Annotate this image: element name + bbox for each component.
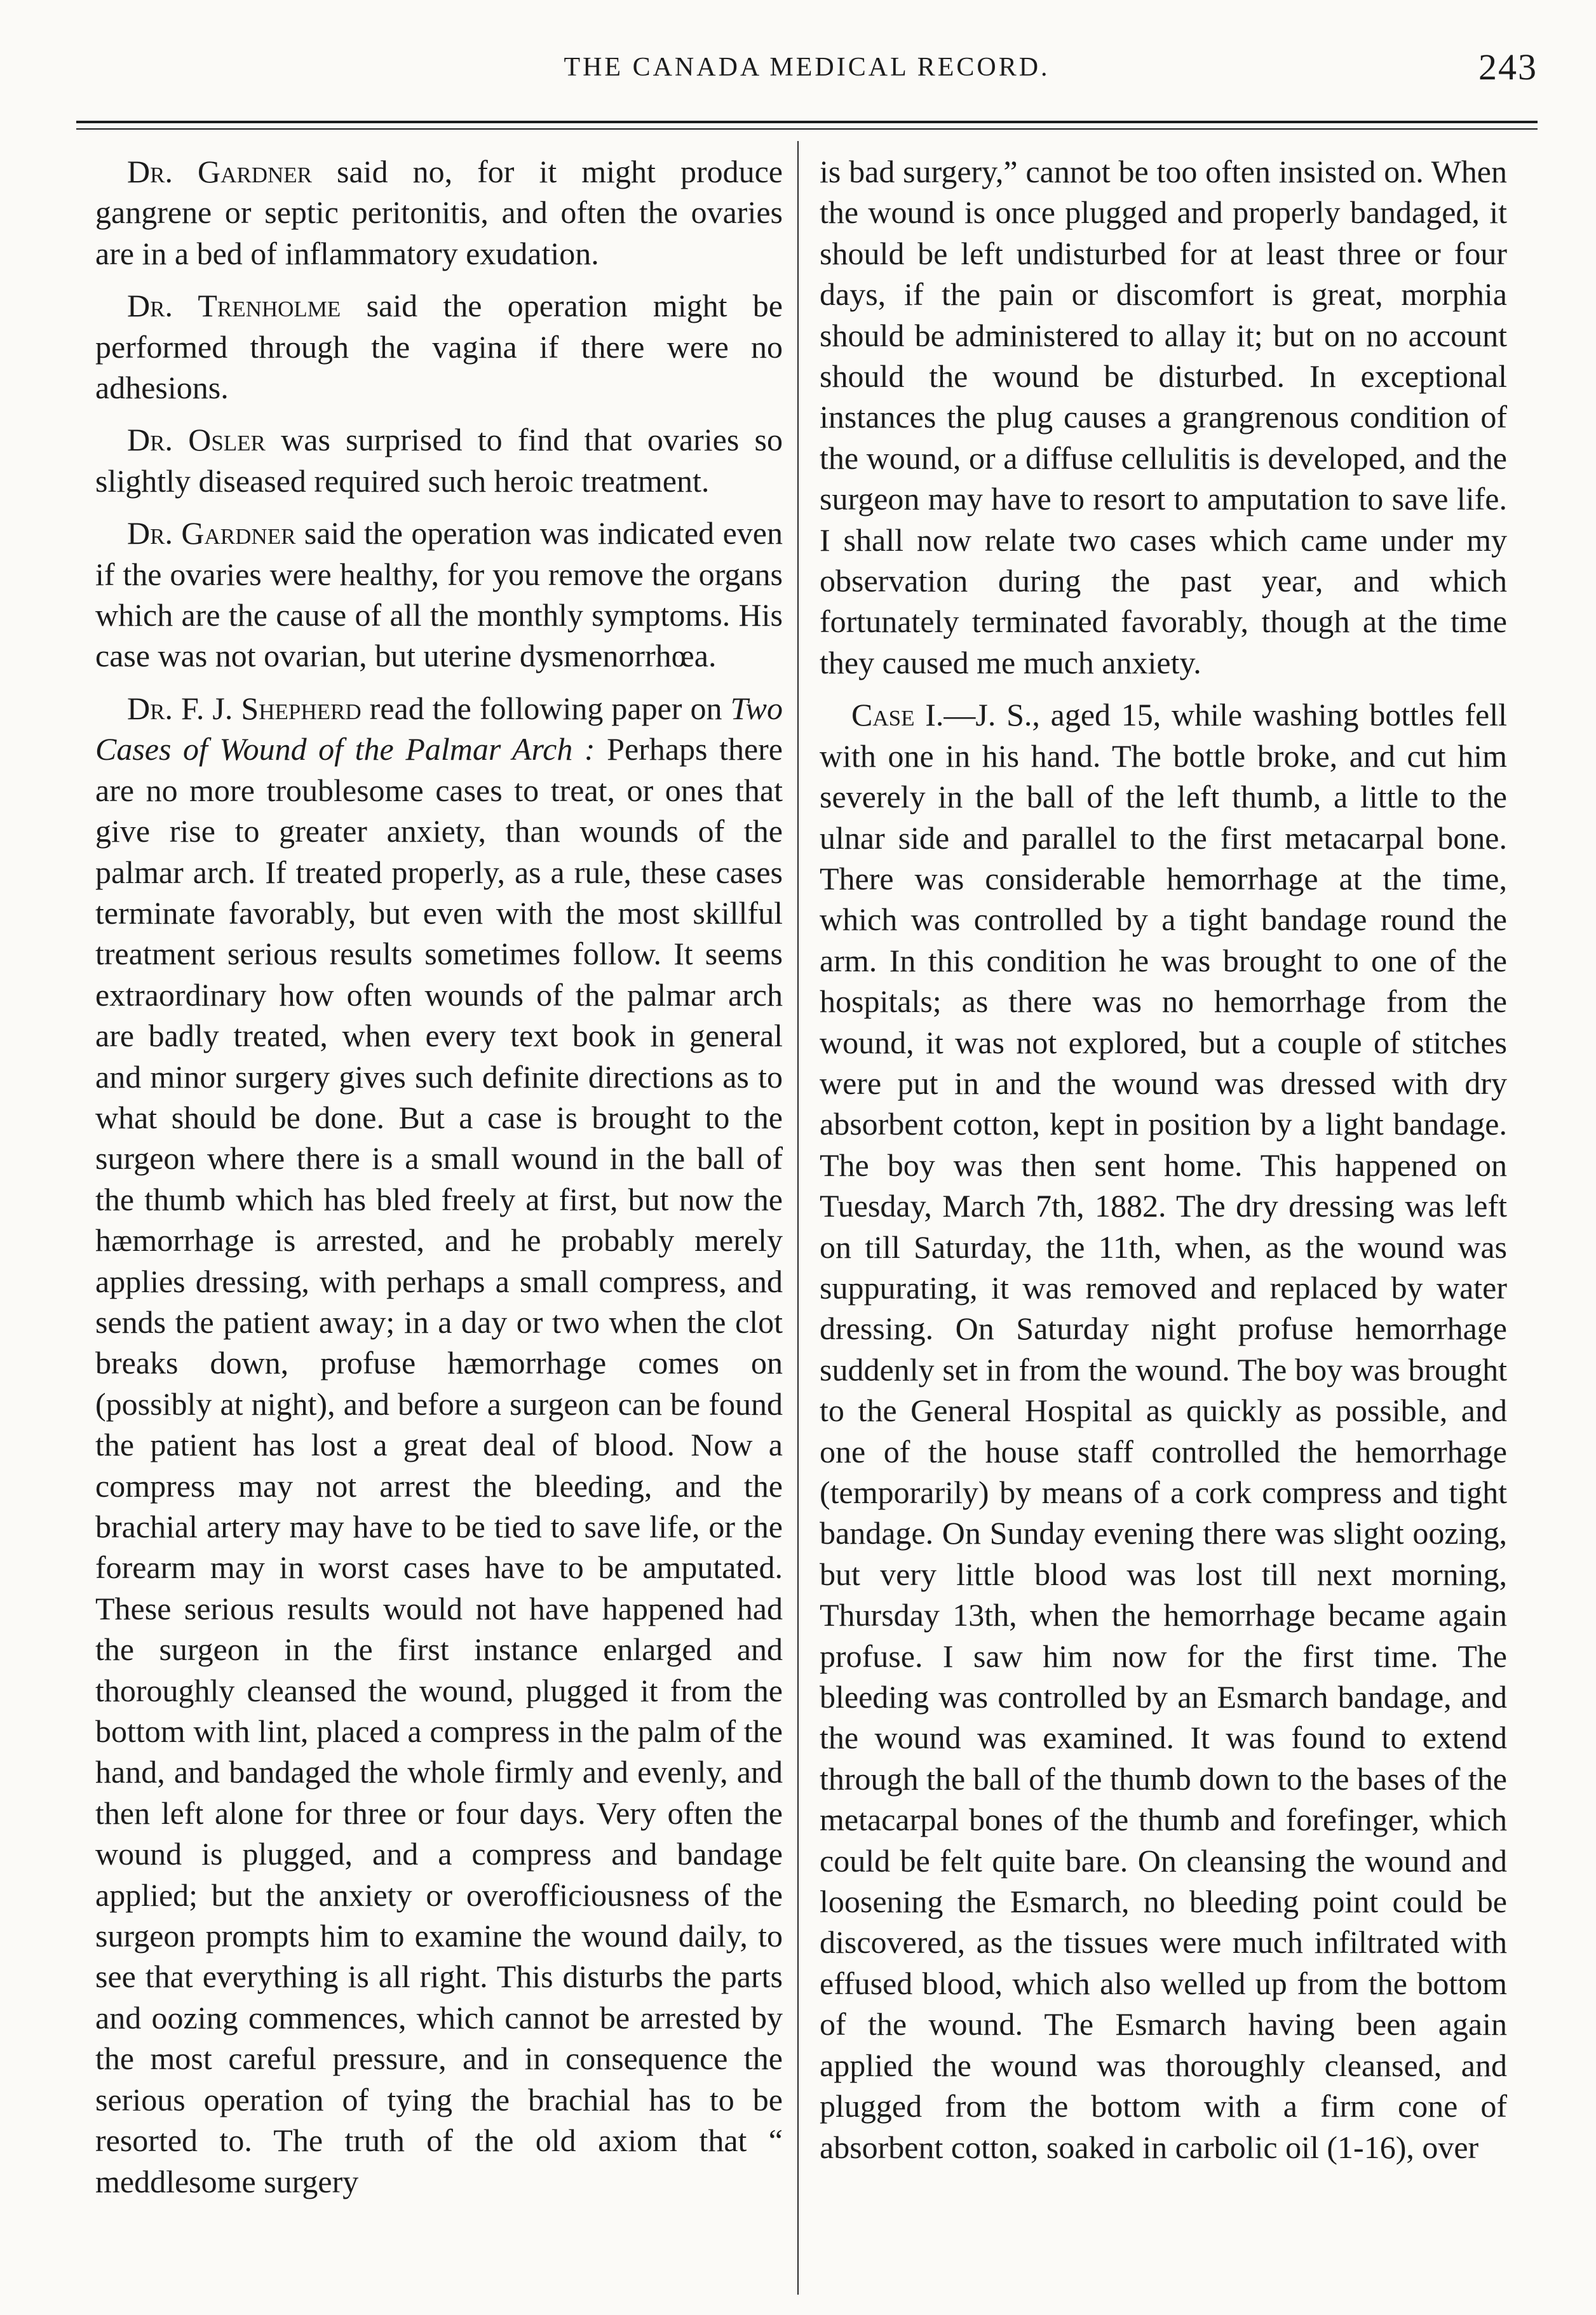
paper-title: Two Cases of Wound of the Palmar Arch : [95, 690, 783, 767]
left-column [95, 151, 783, 2298]
paragraph-text: Perhaps there are no more troublesome cases to treat, or ones that give rise to greater anxiety, than wounds of the palmar arch. If treated properly, as a rule, these cases terminate favorably, but even with the most skillful treatment serious results sometimes follow. It seems extraordinary how often wounds of the palmar arch are badly treated, when every text book in general and minor surgery gives such definite directions as to what should be done. But a case is brought to the surgeon where there is a small wound in the ball of the thumb which has bled freely at first, but now the hæmorrhage is arrested, and he probably merely applies dressing, with perhaps a small compress, and sends the patient away; in a day or two when the clot breaks down, profuse hæmorrhage comes on (possibly at night), and before a surgeon can be found the patient has lost a great deal of blood. Now a compress may not arrest the bleeding, and the brachial artery may have to be tied to save life, or the forearm may in worst cases have to be amputated. These serious results would not have happened had the surgeon in the first instance enlarged and thoroughly cleansed the wound, plugged it from the bottom with lint, placed a compress in the palm of the hand, and bandaged the whole firmly and evenly, and then left alone for three or four days. Very often the wound is plugged, and a compress and bandage applied; but the anxiety or overofficiousness of the surgeon prompts him to examine the wound daily, to see that everything is all right. This disturbs the parts and oozing commences, which cannot be arrested by the most careful pressure, and in consequence the serious operation of tying the brachial has to be resorted to. The truth of the old axiom that “ meddlesome surgery [95, 731, 783, 2199]
speaker-name: Dr. Trenholme [127, 288, 341, 324]
paragraph [95, 688, 783, 2202]
paragraph [95, 285, 783, 408]
page-header [76, 46, 1538, 100]
paragraph: is bad surgery,” cannot be too often insisted on. When the wound is once plugged and properly bandaged, it should be left undisturbed for at least three or four days, if the pain or discomfort is great, morphia should be administered to allay it; but on no account should the wound be disturbed. In exceptional instances the plug causes a grangrenous condition of the wound, or a diffuse cellulitis is developed, and the surgeon may have to resort to amputation to save life. I shall now relate two cases which came under my observation during the past year, and which fortunately terminated favorably, though at the time they caused me much anxiety. [820, 154, 1507, 680]
paragraph [820, 694, 1507, 2168]
running-head: THE CANADA MEDICAL RECORD. [564, 53, 1050, 82]
paragraph-text: said the operation was indicated even if the ovaries were healthy, for you remove the organs which are the cause of all the monthly symptoms. His case was not ovarian, but uterine dysmenorrhœa. [95, 515, 783, 674]
speaker-name: Dr. F. J. Shepherd [127, 690, 362, 726]
paragraph-text: read the following paper on [361, 690, 731, 726]
header-rule-thin [76, 128, 1538, 130]
case-label: Case I. [851, 697, 944, 733]
speaker-name: Dr. Gardner [127, 515, 296, 551]
speaker-name: Dr. Gardner [127, 154, 312, 189]
paragraph-text: —J. S., aged 15, while washing bottles fell with one in his hand. The bottle broke, and cut him severely in the ball of the left thumb, a little to the ulnar side and parallel to the first metacarpal bone. There was considerable hemorrhage at the time, which was controlled by a tight bandage round the arm. In this condition he was brought to one of the hospitals; as there was no hemorrhage from the wound, it was not explored, but a couple of stitches were put in and the wound was dressed with dry absorbent cotton, kept in position by a light bandage. The boy was then sent home. This happened on Tuesday, March 7th, 1882. The dry dressing was left on till Saturday, the 11th, when, as the wound was suppurating, it was removed and replaced by water dressing. On Saturday night profuse hemorrhage suddenly set in from the wound. The boy was brought to the General Hospital as quickly as possible, and one of the house staff controlled the hemorrhage (temporarily) by means of a cork compress and tight bandage. On Sunday evening there was slight oozing, but very little blood was lost till next morning, Thursday 13th, when the hemorrhage became again profuse. I saw him now for the first time. The bleeding was controlled by an Esmarch bandage, and the wound was examined. It was found to extend through the ball of the thumb down to the bases of the metacarpal bones of the thumb and forefinger, which could be felt quite bare. On cleansing the wound and loosening the Esmarch, no bleeding point could be discovered, as the tissues were much infiltrated with effused blood, which also welled up from the bottom of the wound. The Esmarch having been again applied the wound was thoroughly cleansed, and plugged from the bottom with a firm cone of absorbent cotton, soaked in carbolic oil (1-16), over [820, 697, 1507, 2165]
paragraph-text: was surprised to find that ovaries so slightly diseased required such heroic treatment. [95, 422, 783, 499]
page-number: 243 [1478, 46, 1538, 88]
paragraph [95, 151, 783, 274]
paragraph-text: said no, for it might produce gangrene or septic peritonitis, and often the ovaries are in a bed of inflammatory exudation. [95, 154, 783, 271]
paragraph-text: said the operation might be performed through the vagina if there were no adhesions. [95, 288, 783, 406]
header-rule-thick [76, 121, 1538, 123]
speaker-name: Dr. Osler [127, 422, 266, 458]
paragraph [95, 513, 783, 677]
column-divider [797, 141, 799, 2295]
right-column [820, 151, 1507, 2298]
paragraph [95, 419, 783, 501]
